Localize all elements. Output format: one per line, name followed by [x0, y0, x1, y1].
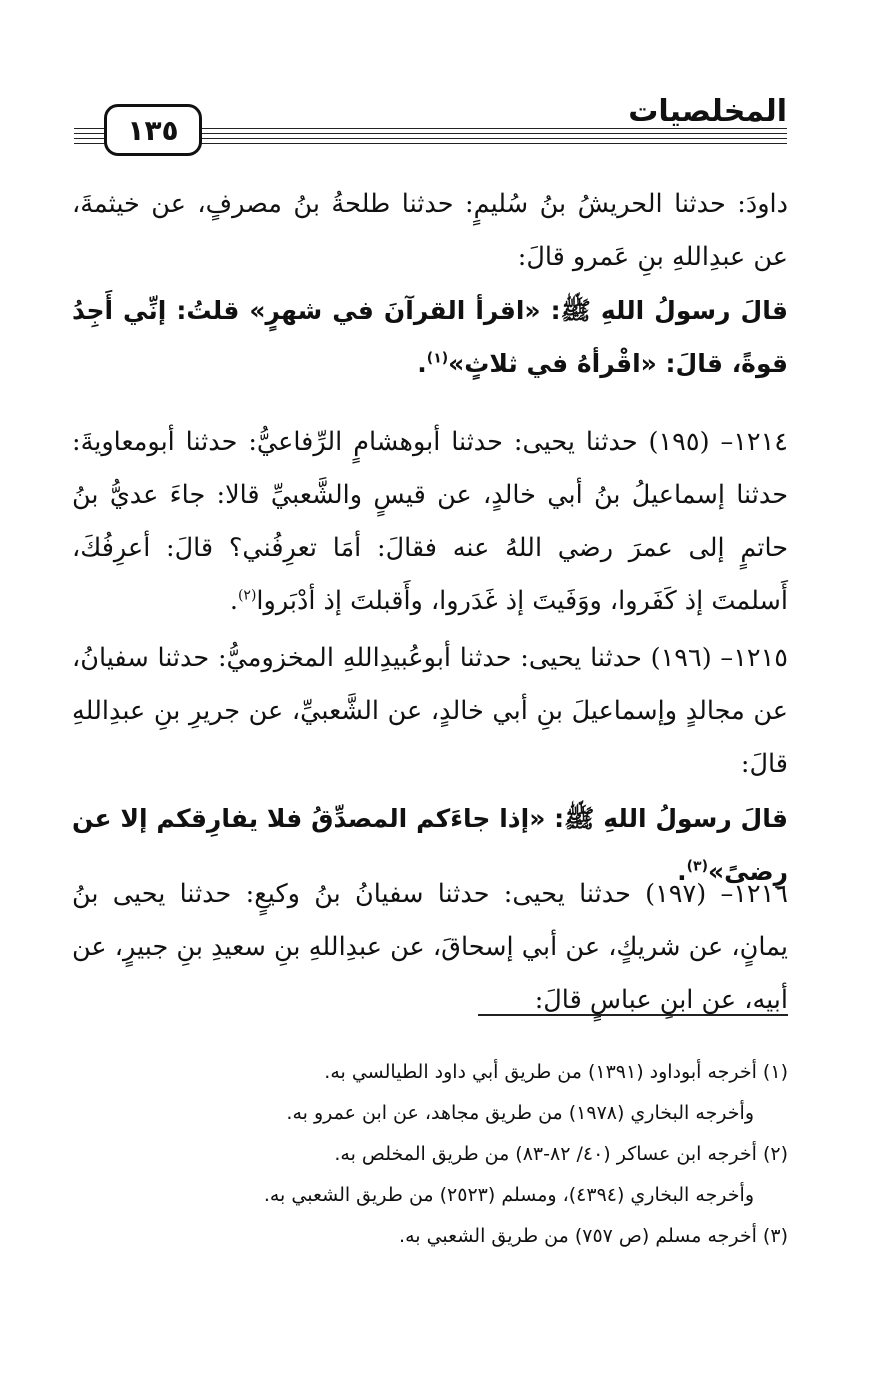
footnote-line: وأخرجه البخاري (١٩٧٨) من طريق مجاهد، عن ابن عمرو به.: [286, 1102, 754, 1124]
paragraph-hadith-text: [72, 284, 788, 390]
footnote-line: وأخرجه البخاري (٤٣٩٤)، ومسلم (٢٥٢٣) من طريق الشعبي به.: [263, 1184, 754, 1206]
paragraph-hadith-1216: ١٢١٦– (١٩٧) حدثنا يحيى: حدثنا سفيانُ بنُ وكيعٍ: حدثنا يحيى بنُ يمانٍ، عن شريكٍ، عن أبي إسحاقَ، عن عبدِاللهِ بنِ سعيدِ بنِ جبيرٍ، عن أبيه، عن ابنِ عباسٍ قالَ:: [72, 879, 788, 1015]
footnote-marker[interactable]: (٢): [237, 587, 257, 604]
paragraph-end: .: [417, 349, 427, 378]
paragraph-hadith-1215: ١٢١٥– (١٩٦) حدثنا يحيى: حدثنا أبوعُبيدِاللهِ المخزوميُّ: حدثنا سفيانُ، عن مجالدٍ وإسماعيلَ بنِ أبي خالدٍ، عن الشَّعبيِّ، عن جريرِ بنِ عبدِاللهِ قالَ:: [72, 643, 788, 779]
page-number: ١٣٥: [104, 104, 202, 156]
footnote-line: (٢) أخرجه ابن عساكر (٤٠/ ٨٢-٨٣) من طريق المخلص به.: [334, 1143, 788, 1165]
footnote-line: (٣) أخرجه مسلم (ص ٧٥٧) من طريق الشعبي به.: [399, 1225, 788, 1247]
paragraph-hadith-1214: [72, 416, 788, 628]
footnotes: [100, 1052, 788, 1257]
hadith-text: قالَ رسولُ اللهِ ﷺ: «إذا جاءَكم المصدِّقُ فلا يفارِقكم إلا عن رِضىً»: [72, 804, 788, 886]
paragraph-end: .: [677, 857, 687, 886]
footnote-separator: [478, 1014, 788, 1016]
footnote-marker[interactable]: (١): [426, 350, 449, 367]
paragraph-end: .: [229, 586, 238, 616]
running-title: المخلصيات: [628, 94, 787, 129]
hadith-text: قالَ رسولُ اللهِ ﷺ: «اقرأ القرآنَ في شهرٍ» قلتُ: إنِّي أَجِدُ قوةً، قالَ: «اقْرأهُ في ثلاثٍ»: [72, 296, 788, 378]
paragraph-isnad-continuation: داودَ: حدثنا الحريشُ بنُ سُليمٍ: حدثنا طلحةُ بنُ مصرفٍ، عن خيثمةَ، عن عبدِاللهِ بنِ عَمرو قالَ:: [72, 189, 788, 272]
footnote-line: (١) أخرجه أبوداود (١٣٩١) من طريق أبي داود الطيالسي به.: [324, 1061, 788, 1083]
hadith-text: ١٢١٤– (١٩٥) حدثنا يحيى: حدثنا أبوهشامٍ الرِّفاعيُّ: حدثنا أبومعاويةَ: حدثنا إسماعيلُ بنُ أبي خالدٍ، عن قيسٍ والشَّعبيِّ قالا: جاءَ عديُّ بنُ حاتمٍ إلى عمرَ رضي اللهُ عنه فقالَ: أمَا تعرِفُني؟ قالَ: أعرِفُكَ، أَسلمتَ إذ كَفَروا، ووَفَيتَ إذ غَدَروا، وأَقبلتَ إذ أدْبَروا: [72, 427, 788, 616]
footnote-marker[interactable]: (٣): [686, 858, 708, 875]
